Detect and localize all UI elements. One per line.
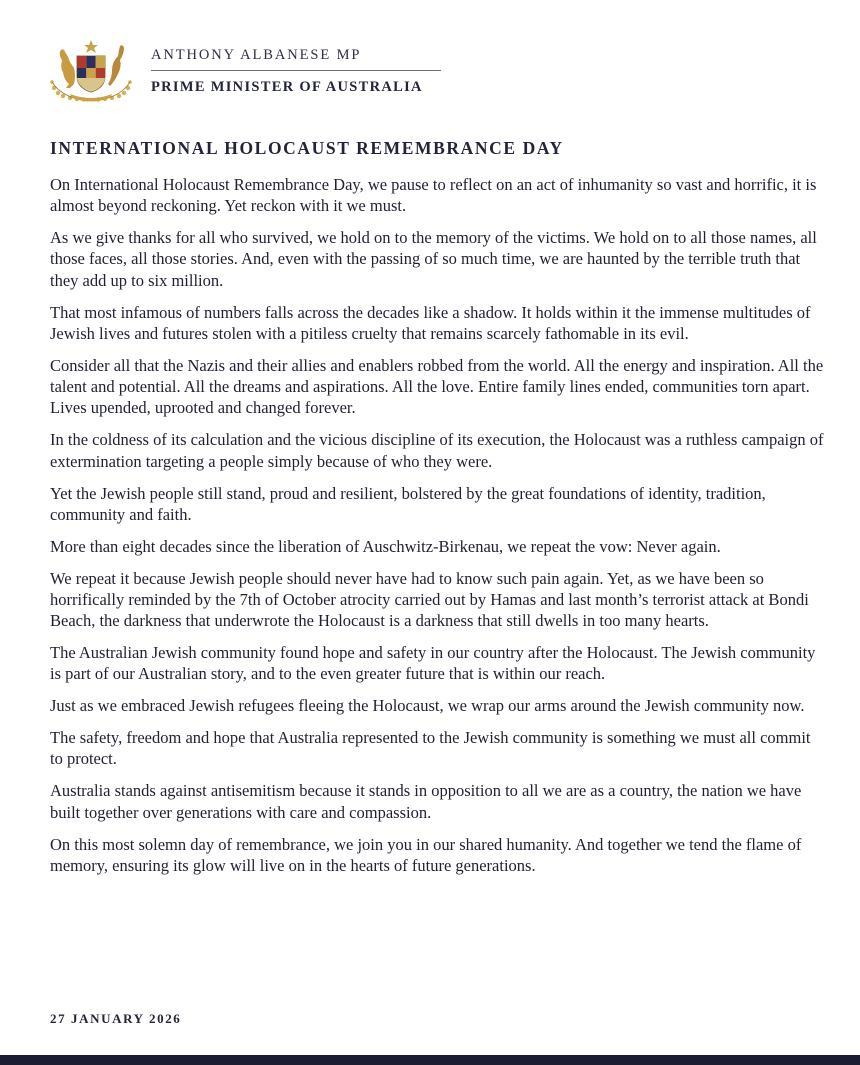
- paragraph: The safety, freedom and hope that Australia represented to the Jewish community is something we must all commit to protect.: [50, 728, 811, 769]
- paragraph: Just as we embraced Jewish refugees fleeing the Holocaust, we wrap our arms around the Jewish community now.: [50, 696, 805, 716]
- paragraph: Yet the Jewish people still stand, proud and resilient, bolstered by the great foundations of identity, tradition, community and faith.: [50, 483, 766, 524]
- office-title: PRIME MINISTER OF AUSTRALIA: [151, 79, 423, 95]
- paragraph: Australia stands against antisemitism because it stands in opposition to all we are as a country, the nation we have built together over generations with care and compassion.: [50, 781, 802, 822]
- letterhead-text: [151, 46, 441, 96]
- paragraph: That most infamous of numbers falls across the decades like a shadow. It holds within it the immense multitudes of Jewish lives and futures stolen with a pitiless cruelty that remains scarcely fathomable in its evil.: [50, 302, 811, 343]
- paragraph: We repeat it because Jewish people should never have had to know such pain again. Yet, as we have been so horrifically reminded by the 7th of October atrocity carried out by Hamas and last month’s terrorist attack at Bondi Beach, the darkness that underwrote the Holocaust is a darkness that still dwells in too many hearts.: [50, 568, 809, 631]
- paragraph: More than eight decades since the liberation of Auschwitz-Birkenau, we repeat the vow: Never again.: [50, 536, 721, 556]
- member-name: ANTHONY ALBANESE MP: [151, 46, 441, 71]
- coat-of-arms-icon: [48, 38, 134, 104]
- letterhead: [48, 38, 448, 108]
- paragraph: On this most solemn day of remembrance, we join you in our shared humanity. And together we tend the flame of memory, ensuring its glow will live on in the hearts of future generations.: [50, 834, 802, 875]
- paragraph: The Australian Jewish community found hope and safety in our country after the Holocaust. The Jewish community is part of our Australian story, and to the even greater future that is within our reach.: [50, 643, 816, 684]
- statement-date: 27 JANUARY 2026: [50, 1011, 182, 1026]
- paragraph: In the coldness of its calculation and the vicious discipline of its execution, the Holocaust was a ruthless campaign of extermination targeting a people simply because of who they were.: [50, 430, 824, 471]
- paragraph: As we give thanks for all who survived, we hold on to the memory of the victims. We hold on to all those names, all those faces, all those stories. And, even with the passing of so much time, we are haunted by the terrible truth that they add up to six million.: [50, 228, 817, 290]
- paragraph: On International Holocaust Remembrance Day, we pause to reflect on an act of inhumanity so vast and horrific, it is almost beyond reckoning. Yet reckon with it we must.: [50, 175, 817, 216]
- document-title: INTERNATIONAL HOLOCAUST REMEMBRANCE DAY: [50, 138, 564, 158]
- statement-body: [50, 174, 825, 887]
- paragraph: Consider all that the Nazis and their allies and enablers robbed from the world. All the energy and inspiration. All the talent and potential. All the dreams and aspirations. All the love. Entire family lines ended, communities torn apart. Lives upended, uprooted and changed forever.: [50, 355, 824, 418]
- footer-bar: [0, 1055, 860, 1065]
